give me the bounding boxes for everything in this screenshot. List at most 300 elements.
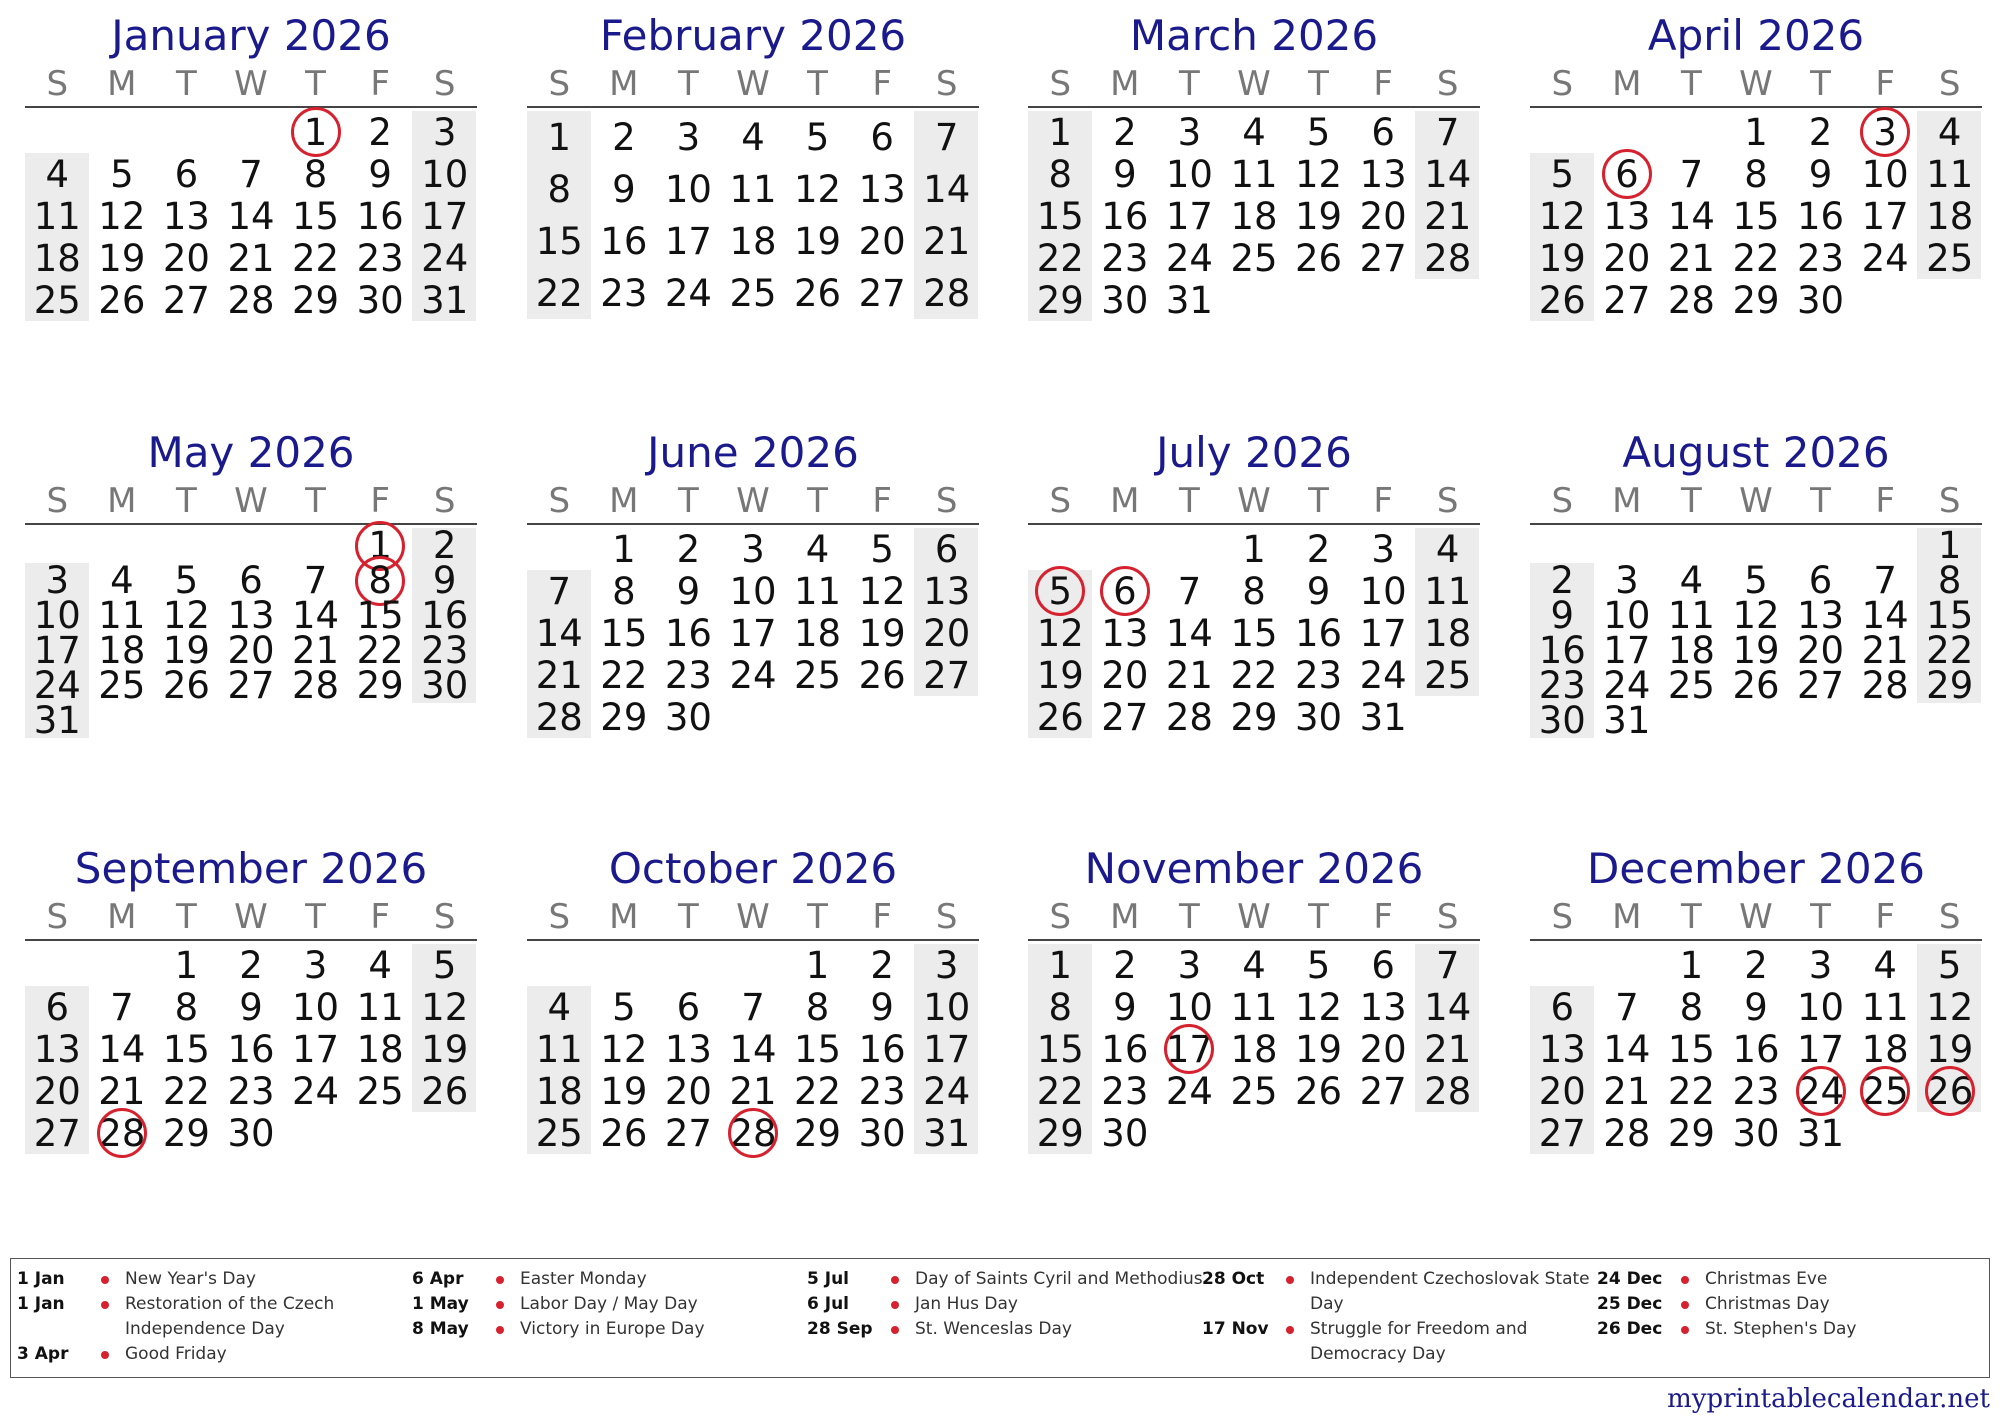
day-cell bbox=[1415, 195, 1480, 237]
day-cell bbox=[154, 237, 219, 279]
day-number: 24 bbox=[1359, 653, 1407, 697]
day-cell bbox=[850, 612, 915, 654]
day-cell bbox=[25, 279, 90, 321]
day-number: 18 bbox=[1230, 1027, 1278, 1071]
day-cell bbox=[656, 654, 721, 696]
day-number: 8 bbox=[1242, 569, 1266, 613]
day-cell bbox=[527, 215, 592, 267]
day-cell bbox=[1157, 1070, 1222, 1112]
month-calendar bbox=[527, 843, 979, 1154]
day-number: 4 bbox=[110, 559, 134, 602]
day-cell bbox=[1917, 664, 1982, 707]
day-cell bbox=[1028, 1070, 1093, 1112]
day-number: 24 bbox=[1797, 1069, 1845, 1113]
weekday-header: F bbox=[370, 64, 390, 104]
day-number: 14 bbox=[535, 611, 583, 655]
day-number: 4 bbox=[1873, 943, 1897, 987]
day-cell bbox=[1595, 986, 1660, 1028]
day-number: 5 bbox=[870, 527, 894, 571]
day-cell bbox=[1659, 594, 1724, 637]
day-number: 30 bbox=[858, 1111, 906, 1155]
day-number: 26 bbox=[162, 664, 210, 707]
day-cell bbox=[1853, 237, 1918, 279]
day-number: 6 bbox=[45, 985, 70, 1029]
day-cell bbox=[1351, 1028, 1416, 1070]
day-number: 26 bbox=[1036, 695, 1084, 739]
weekday-header-row bbox=[25, 62, 477, 108]
weekday-header: F bbox=[872, 481, 892, 521]
weekday-header: W bbox=[1739, 64, 1773, 104]
month-title: October 2026 bbox=[608, 844, 898, 893]
day-number: 20 bbox=[162, 236, 210, 280]
day-cell bbox=[412, 594, 477, 637]
day-number: 23 bbox=[1538, 664, 1586, 707]
day-number: 11 bbox=[33, 194, 81, 238]
day-cell bbox=[219, 594, 284, 637]
weekday-header: S bbox=[1938, 897, 1961, 937]
day-number: 10 bbox=[1165, 985, 1213, 1029]
day-cell bbox=[1853, 195, 1918, 237]
weekday-header: M bbox=[107, 64, 137, 104]
day-number: 8 bbox=[1048, 985, 1073, 1029]
day-number: 12 bbox=[1538, 194, 1586, 238]
day-number: 5 bbox=[612, 985, 636, 1029]
day-cell bbox=[154, 559, 219, 602]
legend-column bbox=[17, 1267, 420, 1367]
day-number: 28 bbox=[1603, 1111, 1651, 1155]
day-cell bbox=[1093, 944, 1158, 986]
day-number: 12 bbox=[1732, 594, 1780, 637]
weekday-header: F bbox=[1875, 481, 1895, 521]
day-cell bbox=[348, 153, 413, 195]
day-cell bbox=[283, 279, 348, 321]
day-cell bbox=[656, 612, 721, 654]
day-number: 13 bbox=[1101, 611, 1149, 655]
day-number: 28 bbox=[535, 695, 583, 739]
day-cell bbox=[914, 163, 979, 215]
day-number: 15 bbox=[1036, 194, 1084, 238]
day-number: 3 bbox=[1873, 110, 1897, 154]
day-cell bbox=[1788, 237, 1853, 279]
day-number: 5 bbox=[432, 943, 457, 987]
day-number: 11 bbox=[1230, 985, 1278, 1029]
day-cell bbox=[412, 524, 477, 567]
weekday-header: T bbox=[678, 481, 699, 521]
day-number: 23 bbox=[1101, 1069, 1149, 1113]
day-number: 26 bbox=[421, 1069, 469, 1113]
day-grid bbox=[25, 524, 477, 742]
day-cell bbox=[1222, 612, 1287, 654]
day-cell bbox=[1286, 654, 1351, 696]
legend-holiday-name: Victory in Europe Day bbox=[520, 1319, 705, 1339]
day-number: 24 bbox=[292, 1069, 340, 1113]
empty-day-cell bbox=[219, 528, 284, 563]
day-number: 26 bbox=[1295, 236, 1343, 280]
empty-day-cell bbox=[25, 944, 90, 986]
day-number: 5 bbox=[1048, 569, 1073, 613]
day-cell bbox=[25, 559, 90, 602]
day-number: 13 bbox=[1603, 194, 1651, 238]
day-cell bbox=[1659, 559, 1724, 602]
day-cell bbox=[1530, 1028, 1595, 1070]
day-grid bbox=[1530, 111, 1982, 321]
day-number: 16 bbox=[227, 1027, 275, 1071]
day-number: 1 bbox=[547, 115, 572, 159]
weekday-header: S bbox=[433, 64, 456, 104]
day-number: 26 bbox=[1538, 278, 1586, 322]
weekday-header: T bbox=[1681, 64, 1702, 104]
day-cell bbox=[785, 986, 850, 1028]
day-number: 4 bbox=[805, 527, 830, 571]
day-number: 23 bbox=[1295, 653, 1343, 697]
weekday-header: T bbox=[1308, 64, 1329, 104]
day-cell bbox=[527, 267, 592, 319]
day-number: 25 bbox=[33, 278, 81, 322]
legend-date: 1 Jan bbox=[17, 1269, 65, 1289]
day-cell bbox=[1222, 986, 1287, 1028]
weekday-header: S bbox=[935, 897, 958, 937]
month-calendar bbox=[527, 427, 979, 738]
weekday-header: T bbox=[1179, 481, 1200, 521]
day-number: 4 bbox=[1242, 943, 1266, 987]
weekday-header: T bbox=[176, 481, 197, 521]
weekday-header: M bbox=[107, 481, 137, 521]
day-number: 25 bbox=[535, 1111, 583, 1155]
day-cell bbox=[1788, 1112, 1853, 1154]
day-number: 17 bbox=[1165, 194, 1213, 238]
day-cell bbox=[154, 664, 219, 707]
day-cell bbox=[1157, 153, 1222, 195]
day-number: 13 bbox=[1359, 152, 1407, 196]
day-number: 7 bbox=[1679, 152, 1704, 196]
day-number: 1 bbox=[1048, 110, 1073, 154]
legend-holiday-name: St. Stephen's Day bbox=[1705, 1319, 1857, 1339]
weekday-header: W bbox=[234, 64, 268, 104]
month-calendar bbox=[1530, 843, 1982, 1154]
weekday-header: F bbox=[1373, 897, 1393, 937]
weekday-header-row bbox=[1028, 62, 1480, 108]
day-number: 22 bbox=[535, 271, 583, 315]
day-cell bbox=[1157, 237, 1222, 279]
month-title: September 2026 bbox=[74, 844, 428, 893]
day-number: 17 bbox=[923, 1027, 971, 1071]
day-cell bbox=[1724, 986, 1789, 1028]
weekday-header: T bbox=[678, 64, 699, 104]
day-cell bbox=[850, 267, 915, 319]
day-cell bbox=[283, 944, 348, 986]
holiday-day-cell bbox=[1917, 1070, 1982, 1112]
day-cell bbox=[914, 986, 979, 1028]
day-cell bbox=[721, 267, 786, 319]
day-cell bbox=[914, 570, 979, 612]
day-number: 8 bbox=[1679, 985, 1704, 1029]
legend-holiday-name: New Year's Day bbox=[125, 1269, 256, 1289]
day-cell bbox=[348, 279, 413, 321]
day-cell bbox=[1415, 528, 1480, 570]
day-number: 16 bbox=[1797, 194, 1845, 238]
month-calendar bbox=[1028, 843, 1480, 1154]
day-number: 22 bbox=[1230, 653, 1278, 697]
day-cell bbox=[1286, 696, 1351, 738]
day-number: 22 bbox=[600, 653, 648, 697]
day-cell bbox=[1415, 570, 1480, 612]
day-cell bbox=[1415, 944, 1480, 986]
legend-date: 1 Jan bbox=[17, 1294, 65, 1314]
day-number: 17 bbox=[1359, 611, 1407, 655]
day-cell bbox=[1222, 153, 1287, 195]
day-cell bbox=[412, 279, 477, 321]
day-number: 16 bbox=[1732, 1027, 1780, 1071]
day-number: 9 bbox=[612, 167, 636, 211]
weekday-header: T bbox=[1681, 481, 1702, 521]
holiday-dot-icon bbox=[496, 1326, 504, 1334]
weekday-header-row bbox=[1530, 479, 1982, 525]
day-number: 16 bbox=[664, 611, 712, 655]
day-cell bbox=[412, 1070, 477, 1112]
day-cell bbox=[154, 1112, 219, 1154]
day-grid bbox=[1028, 111, 1480, 321]
day-number: 17 bbox=[33, 629, 81, 672]
day-cell bbox=[1286, 111, 1351, 153]
day-number: 28 bbox=[1424, 236, 1472, 280]
day-cell bbox=[154, 986, 219, 1028]
day-cell bbox=[1093, 1112, 1158, 1154]
day-number: 9 bbox=[1550, 594, 1575, 637]
legend-holiday-name: Independent Czechoslovak State Day bbox=[1310, 1269, 1590, 1314]
legend-item bbox=[1202, 1317, 1610, 1367]
day-cell bbox=[1659, 944, 1724, 986]
day-number: 13 bbox=[858, 167, 906, 211]
weekday-header: S bbox=[548, 897, 571, 937]
day-cell bbox=[412, 1028, 477, 1070]
day-cell bbox=[1157, 696, 1222, 738]
day-number: 28 bbox=[98, 1111, 146, 1155]
day-number: 25 bbox=[356, 1069, 404, 1113]
day-cell bbox=[348, 111, 413, 153]
day-cell bbox=[1659, 279, 1724, 321]
day-number: 21 bbox=[923, 219, 971, 263]
day-cell bbox=[1659, 629, 1724, 672]
weekday-header: S bbox=[1436, 481, 1459, 521]
day-cell bbox=[1659, 237, 1724, 279]
day-number: 14 bbox=[1424, 152, 1472, 196]
day-cell bbox=[1157, 111, 1222, 153]
day-number: 23 bbox=[858, 1069, 906, 1113]
day-cell bbox=[154, 1070, 219, 1112]
weekday-header-row bbox=[1530, 895, 1982, 941]
day-number: 17 bbox=[664, 219, 712, 263]
day-cell bbox=[219, 629, 284, 672]
day-cell bbox=[1530, 594, 1595, 637]
day-number: 12 bbox=[98, 194, 146, 238]
day-cell bbox=[283, 237, 348, 279]
day-grid bbox=[527, 528, 979, 738]
weekday-header: W bbox=[234, 897, 268, 937]
day-cell bbox=[90, 664, 155, 707]
day-cell bbox=[850, 163, 915, 215]
weekday-header-row bbox=[25, 479, 477, 525]
day-number: 3 bbox=[1177, 110, 1202, 154]
empty-day-cell bbox=[1853, 528, 1918, 563]
legend-item bbox=[807, 1292, 1210, 1317]
day-number: 23 bbox=[421, 629, 469, 672]
day-cell bbox=[219, 986, 284, 1028]
day-number: 4 bbox=[1679, 559, 1704, 602]
day-number: 29 bbox=[292, 278, 340, 322]
day-cell bbox=[1724, 195, 1789, 237]
day-number: 27 bbox=[1359, 236, 1407, 280]
legend-item bbox=[807, 1317, 1210, 1342]
day-cell bbox=[785, 111, 850, 163]
day-number: 24 bbox=[1861, 236, 1909, 280]
day-cell bbox=[592, 1028, 657, 1070]
day-number: 8 bbox=[303, 152, 328, 196]
day-number: 2 bbox=[368, 110, 392, 154]
weekday-header: M bbox=[107, 897, 137, 937]
day-number: 22 bbox=[162, 1069, 210, 1113]
day-cell bbox=[1530, 279, 1595, 321]
day-cell bbox=[527, 696, 592, 738]
day-number: 10 bbox=[421, 152, 469, 196]
holiday-dot-icon bbox=[101, 1351, 109, 1359]
day-number: 29 bbox=[1036, 278, 1084, 322]
empty-day-cell bbox=[1028, 528, 1093, 570]
day-number: 8 bbox=[612, 569, 636, 613]
weekday-header: M bbox=[1612, 64, 1642, 104]
legend-holiday-name: Christmas Eve bbox=[1705, 1269, 1828, 1289]
holiday-day-cell bbox=[721, 1112, 786, 1154]
day-cell bbox=[1028, 696, 1093, 738]
day-cell bbox=[283, 1070, 348, 1112]
day-cell bbox=[1093, 111, 1158, 153]
day-cell bbox=[90, 986, 155, 1028]
day-cell bbox=[1659, 153, 1724, 195]
day-cell bbox=[1917, 629, 1982, 672]
day-number: 19 bbox=[794, 219, 842, 263]
day-cell bbox=[656, 111, 721, 163]
weekday-header: S bbox=[433, 481, 456, 521]
day-number: 16 bbox=[1101, 194, 1149, 238]
day-number: 12 bbox=[162, 594, 210, 637]
day-cell bbox=[850, 111, 915, 163]
day-cell bbox=[1595, 279, 1660, 321]
day-number: 20 bbox=[1359, 194, 1407, 238]
day-cell bbox=[914, 944, 979, 986]
day-number: 10 bbox=[1861, 152, 1909, 196]
day-number: 26 bbox=[600, 1111, 648, 1155]
day-number: 15 bbox=[162, 1027, 210, 1071]
holiday-day-cell bbox=[1788, 1070, 1853, 1112]
day-number: 18 bbox=[1424, 611, 1472, 655]
day-cell bbox=[1724, 664, 1789, 707]
legend-holiday-name: Labor Day / May Day bbox=[520, 1294, 698, 1314]
legend-column bbox=[412, 1267, 815, 1342]
day-number: 11 bbox=[1230, 152, 1278, 196]
holiday-dot-icon bbox=[101, 1301, 109, 1309]
weekday-header: F bbox=[1373, 481, 1393, 521]
day-number: 31 bbox=[1165, 278, 1213, 322]
day-cell bbox=[1917, 594, 1982, 637]
day-cell bbox=[1093, 986, 1158, 1028]
day-number: 1 bbox=[1048, 943, 1073, 987]
day-number: 30 bbox=[356, 278, 404, 322]
empty-day-cell bbox=[1595, 111, 1660, 153]
day-number: 31 bbox=[1359, 695, 1407, 739]
day-cell bbox=[850, 1112, 915, 1154]
empty-day-cell bbox=[721, 944, 786, 986]
day-cell bbox=[90, 153, 155, 195]
day-number: 30 bbox=[421, 664, 469, 707]
day-number: 31 bbox=[421, 278, 469, 322]
day-number: 20 bbox=[858, 219, 906, 263]
day-cell bbox=[656, 1112, 721, 1154]
weekday-header: T bbox=[1308, 481, 1329, 521]
day-number: 30 bbox=[1732, 1111, 1780, 1155]
day-number: 6 bbox=[1371, 943, 1395, 987]
day-number: 16 bbox=[858, 1027, 906, 1071]
day-cell bbox=[1093, 195, 1158, 237]
day-cell bbox=[656, 570, 721, 612]
day-number: 3 bbox=[432, 110, 457, 154]
day-cell bbox=[850, 528, 915, 570]
weekday-header: S bbox=[1551, 64, 1574, 104]
day-number: 14 bbox=[98, 1027, 146, 1071]
day-number: 3 bbox=[934, 943, 959, 987]
site-url[interactable]: myprintablecalendar.net bbox=[1667, 1384, 1990, 1414]
day-cell bbox=[1659, 195, 1724, 237]
day-number: 24 bbox=[421, 236, 469, 280]
day-number: 31 bbox=[33, 699, 81, 742]
day-cell bbox=[25, 237, 90, 279]
day-number: 10 bbox=[33, 594, 81, 637]
day-cell bbox=[154, 629, 219, 672]
day-number: 19 bbox=[1295, 194, 1343, 238]
day-number: 21 bbox=[1603, 1069, 1651, 1113]
day-cell bbox=[25, 664, 90, 707]
day-cell bbox=[656, 1028, 721, 1070]
day-number: 12 bbox=[600, 1027, 648, 1071]
holiday-dot-icon bbox=[891, 1326, 899, 1334]
day-number: 27 bbox=[162, 278, 210, 322]
legend-holiday-name: Struggle for Freedom and Democracy Day bbox=[1310, 1319, 1528, 1364]
day-number: 25 bbox=[794, 653, 842, 697]
weekday-header: W bbox=[234, 481, 268, 521]
day-cell bbox=[1028, 944, 1093, 986]
day-cell bbox=[592, 163, 657, 215]
day-number: 29 bbox=[1732, 278, 1780, 322]
day-cell bbox=[527, 570, 592, 612]
day-cell bbox=[914, 111, 979, 163]
day-number: 6 bbox=[1550, 985, 1575, 1029]
legend-holiday-name: Restoration of the Czech Independence Day bbox=[125, 1294, 335, 1339]
day-number: 10 bbox=[664, 167, 712, 211]
day-number: 26 bbox=[858, 653, 906, 697]
day-cell bbox=[785, 570, 850, 612]
day-cell bbox=[1530, 986, 1595, 1028]
day-number: 2 bbox=[1113, 110, 1137, 154]
day-cell bbox=[1093, 279, 1158, 321]
day-number: 8 bbox=[368, 559, 392, 602]
day-cell bbox=[914, 267, 979, 319]
legend-item bbox=[412, 1317, 815, 1342]
day-number: 10 bbox=[292, 985, 340, 1029]
day-number: 28 bbox=[1165, 695, 1213, 739]
day-number: 1 bbox=[1744, 110, 1768, 154]
weekday-header: S bbox=[548, 64, 571, 104]
day-cell bbox=[1415, 153, 1480, 195]
day-cell bbox=[219, 195, 284, 237]
day-number: 1 bbox=[303, 110, 328, 154]
